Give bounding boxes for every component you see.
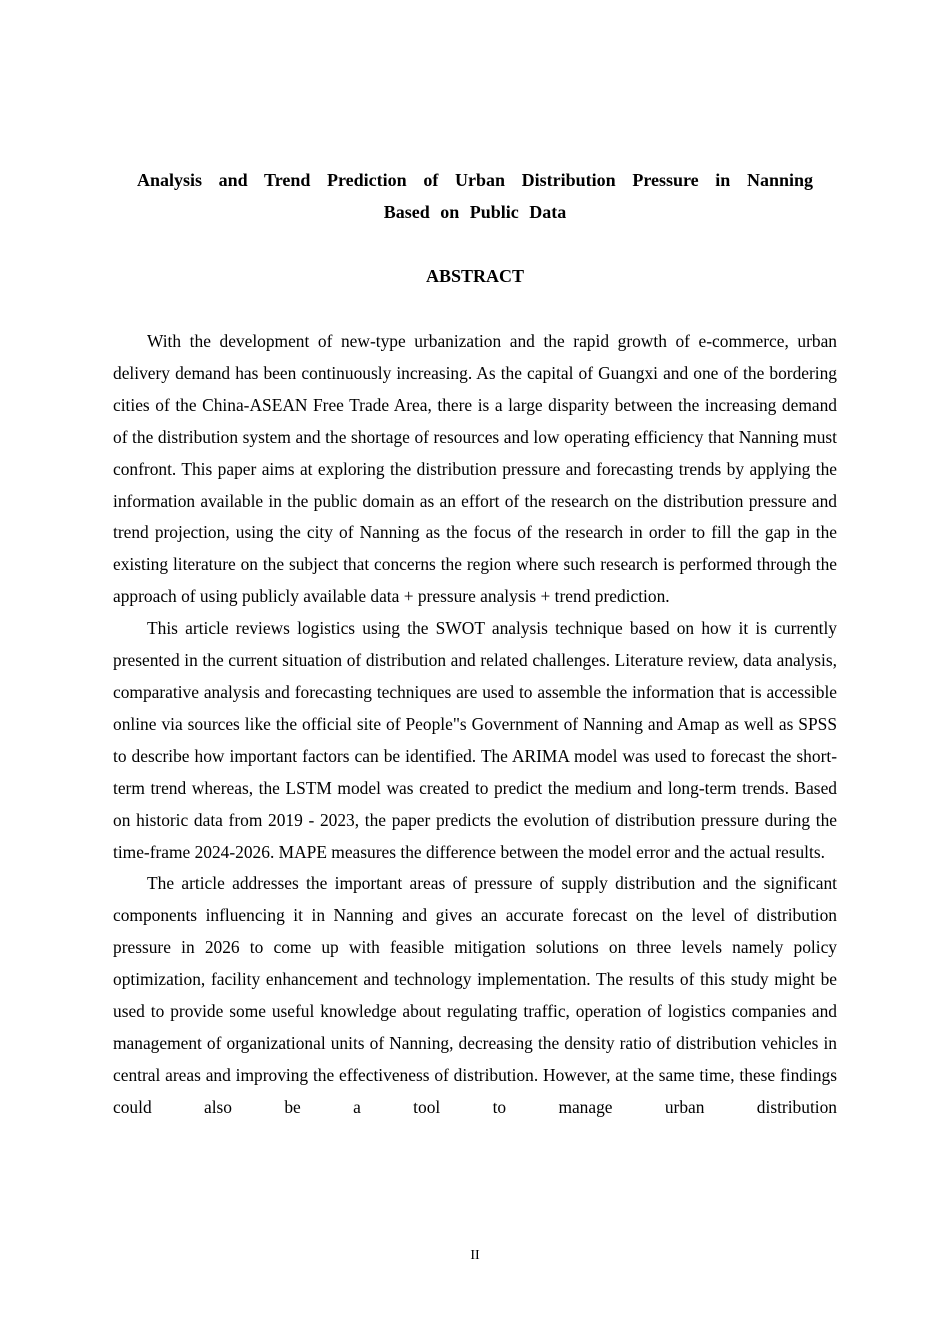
- paper-title-line-2: Based on Public Data: [383, 202, 567, 222]
- paper-title-line-1: Analysis and Trend Prediction of Urban Distribution Pressure in Nanning: [137, 170, 813, 190]
- abstract-paragraph-3: The article addresses the important areas of pressure of supply distribution and the significant components influencing it in Nanning and gives an accurate forecast on the level of distribution pressure in 2026 to come up with feasible mitigation solutions on three levels namely policy optimization, facility enhancement and technology implementation. The results of this study might be used to provide some useful knowledge about regulating traffic, operation of logistics companies and management of organizational units of Nanning, decreasing the density ratio of distribution vehicles in central areas and improving the effectiveness of distribution. However, at the same time, these findings could also be a tool to manage urban distribution: [113, 873, 837, 1117]
- abstract-paragraph-1: With the development of new-type urbanization and the rapid growth of e-commerce, urban delivery demand has been continuously increasing. As the capital of Guangxi and one of the bordering cities of the China-ASEAN Free Trade Area, there is a large disparity between the increasing demand of the distribution system and the shortage of resources and low operating efficiency that Nanning must confront. This paper aims at exploring the distribution pressure and forecasting trends by applying the information available in the public domain as an effort of the research on the distribution pressure and trend projection, using the city of Nanning as the focus of the research in order to fill the gap in the existing literature on the subject that concerns the region where such research is performed through the approach of using publicly available data + pressure analysis + trend prediction.: [113, 331, 837, 607]
- abstract-paragraph-2: This article reviews logistics using the SWOT analysis technique based on how it is currently presented in the current situation of distribution and related challenges. Literature review, data analysis, comparative analysis and forecasting techniques are used to assemble the information that is accessible online via sources like the official site of People"s Government of Nanning and Amap as well as SPSS to describe how important factors can be identified. The ARIMA model was used to forecast the short-term trend whereas, the LSTM model was created to predict the medium and long-term trends. Based on historic data from 2019 - 2023, the paper predicts the evolution of distribution pressure during the time-frame 2024-2026. MAPE measures the difference between the model error and the actual results.: [113, 618, 837, 862]
- abstract-heading: ABSTRACT: [425, 266, 525, 286]
- abstract-body: [113, 326, 837, 1124]
- page-number: II: [470, 1248, 480, 1263]
- paper-title: [137, 164, 813, 228]
